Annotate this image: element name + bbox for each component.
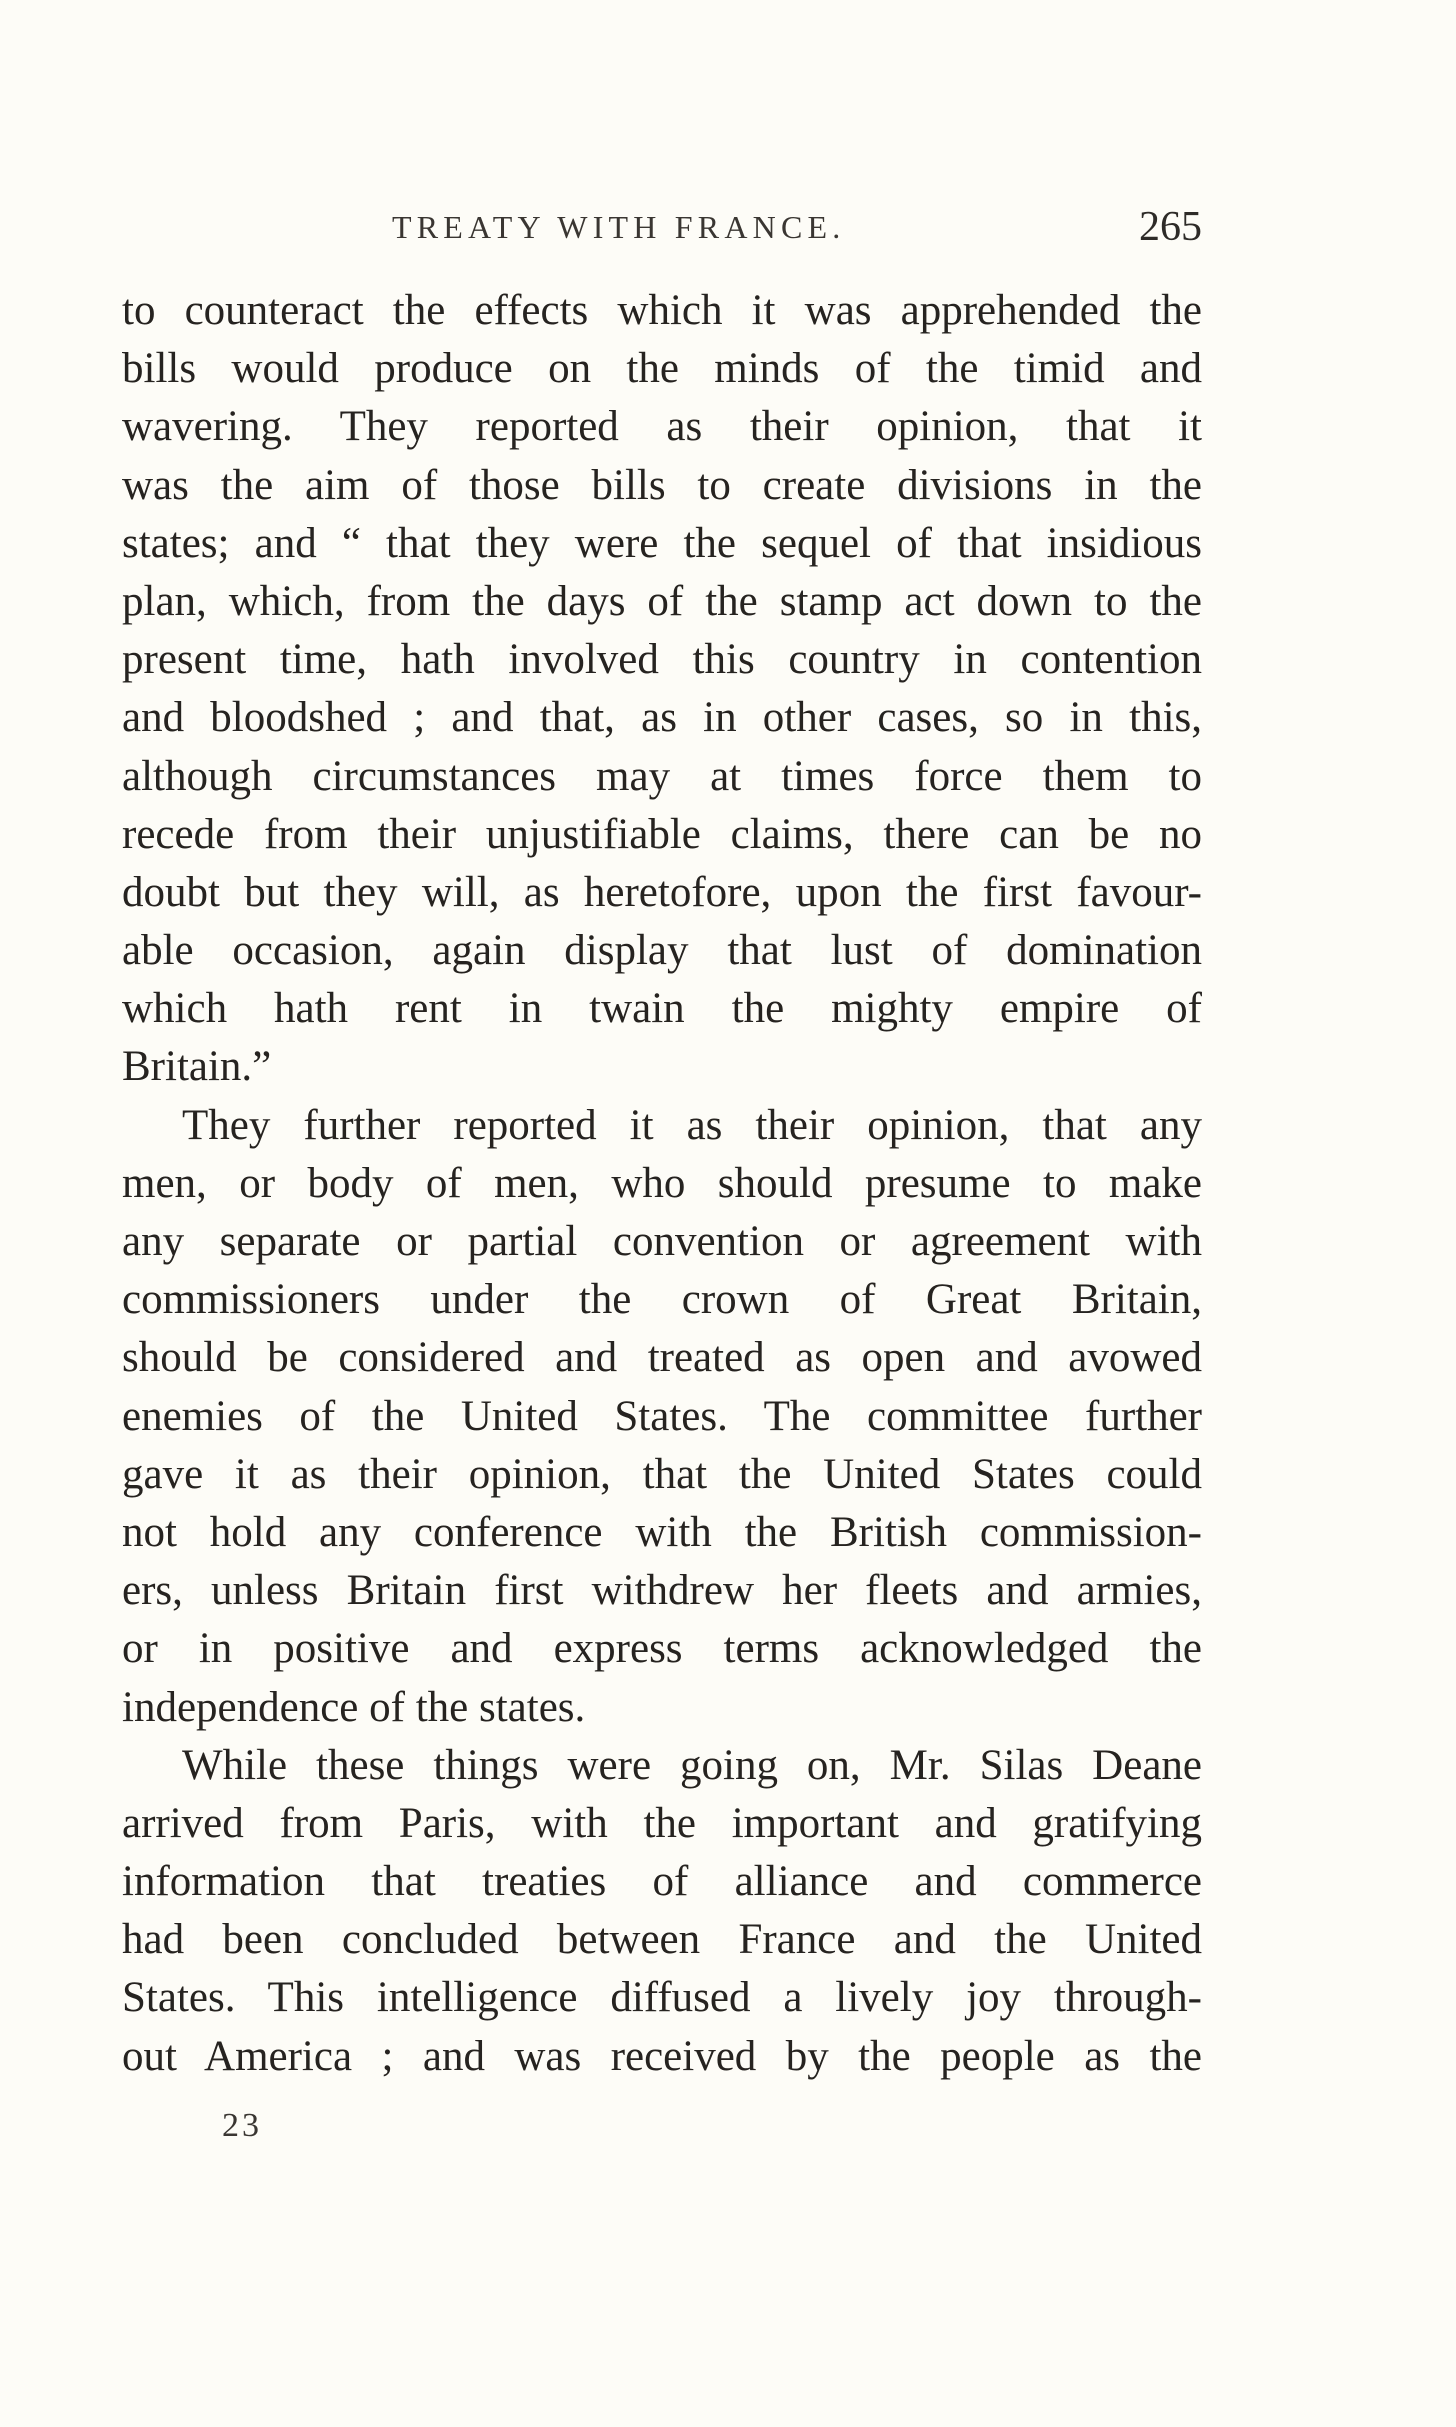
- text-line: men, or body of men, who should presume to make: [122, 1159, 1202, 1207]
- text-line: arrived from Paris, with the important and gratifying: [122, 1799, 1202, 1847]
- text-line: was the aim of those bills to create divisions in the: [122, 461, 1202, 509]
- paragraph-start-line: They further reported it as their opinion, that any: [182, 1101, 1202, 1149]
- text-line: any separate or partial convention or agreement with: [122, 1218, 1202, 1265]
- text-line: out America ; and was received by the people as the: [122, 2032, 1202, 2080]
- text-line: had been concluded between France and the United: [122, 1916, 1202, 1964]
- text-line: States. This intelligence diffused a lively joy through-: [122, 1974, 1202, 2022]
- text-line: enemies of the United States. The committee further: [122, 1392, 1202, 1440]
- text-line: should be considered and treated as open and avowed: [122, 1334, 1202, 1382]
- text-line: to counteract the effects which it was apprehended the: [122, 287, 1202, 334]
- paragraph-end-line: independence of the states.: [122, 1683, 586, 1731]
- text-line: doubt but they will, as heretofore, upon the first favour-: [122, 868, 1202, 916]
- text-line: information that treaties of alliance and commerce: [122, 1858, 1202, 1906]
- text-line: commissioners under the crown of Great Britain,: [122, 1276, 1202, 1324]
- text-line: states; and “ that they were the sequel of that insidious: [122, 519, 1202, 567]
- paragraph-start-line: While these things were going on, Mr. Silas Deane: [182, 1741, 1202, 1789]
- text-line: gave it as their opinion, that the United States could: [122, 1450, 1202, 1498]
- paragraph-end-line: Britain.”: [122, 1043, 272, 1091]
- text-line: recede from their unjustifiable claims, there can be no: [122, 810, 1202, 858]
- running-title: TREATY WITH FRANCE.: [392, 209, 846, 245]
- text-line: or in positive and express terms acknowledged the: [122, 1625, 1202, 1673]
- page-number: 265: [1139, 204, 1202, 250]
- text-line: although circumstances may at times force them to: [122, 752, 1202, 800]
- running-head: [392, 203, 1202, 253]
- text-line: plan, which, from the days of the stamp act down to the: [122, 577, 1202, 625]
- text-line: and bloodshed ; and that, as in other cases, so in this,: [122, 694, 1202, 742]
- text-line: wavering. They reported as their opinion, that it: [122, 403, 1202, 451]
- signature-mark: 23: [222, 2107, 262, 2144]
- text-line: present time, hath involved this country in contention: [122, 636, 1202, 684]
- text-line: ers, unless Britain first withdrew her fleets and armies,: [122, 1567, 1202, 1615]
- text-line: bills would produce on the minds of the timid and: [122, 345, 1202, 393]
- text-line: able occasion, again display that lust of domination: [122, 927, 1202, 975]
- body-text: [122, 282, 1202, 2086]
- text-line: not hold any conference with the British commission-: [122, 1508, 1202, 1556]
- text-line: which hath rent in twain the mighty empire of: [122, 985, 1202, 1033]
